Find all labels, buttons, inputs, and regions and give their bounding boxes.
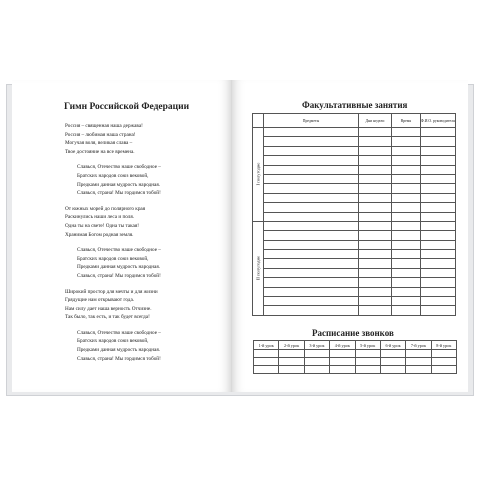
electives-cell[interactable] xyxy=(420,137,455,146)
electives-cell[interactable] xyxy=(392,259,421,268)
lesson-header: 4-й урок xyxy=(330,341,355,350)
anthem-line: Предками данная мудрость народная. xyxy=(77,264,161,271)
anthem-title: Гимн Российской Федерации xyxy=(64,102,190,112)
electives-row xyxy=(253,259,456,268)
bells-title: Расписание звонков xyxy=(312,328,394,338)
bells-header-row xyxy=(254,341,457,350)
electives-cell[interactable] xyxy=(264,250,359,259)
electives-row xyxy=(253,306,456,315)
electives-row xyxy=(253,174,456,183)
electives-cell[interactable] xyxy=(420,174,455,183)
electives-row xyxy=(253,165,456,174)
electives-cell[interactable] xyxy=(264,268,359,277)
semester-label: I полугодие xyxy=(255,163,261,186)
electives-row xyxy=(253,221,456,230)
electives-cell[interactable] xyxy=(420,184,455,193)
bell-time-cell[interactable] xyxy=(355,366,380,374)
electives-cell[interactable] xyxy=(420,221,455,230)
anthem-chorus xyxy=(65,329,225,363)
electives-cell[interactable] xyxy=(420,193,455,202)
electives-cell[interactable] xyxy=(358,231,391,240)
electives-cell[interactable] xyxy=(264,156,359,165)
electives-cell[interactable] xyxy=(392,193,421,202)
electives-row xyxy=(253,212,456,221)
electives-row xyxy=(253,146,456,155)
electives-cell[interactable] xyxy=(392,268,421,277)
subjects-column-header: Предметы xyxy=(264,114,359,128)
electives-cell[interactable] xyxy=(264,297,359,306)
anthem-line: Славься, страна! Мы гордимся тобой! xyxy=(77,190,161,197)
anthem-line: Славься, Отечество наше свободное – xyxy=(77,329,161,336)
electives-row xyxy=(253,193,456,202)
electives-cell[interactable] xyxy=(392,250,421,259)
anthem-line: Раскинулись наши леса и поля. xyxy=(65,214,135,221)
lesson-header: 5-й урок xyxy=(355,341,380,350)
bell-time-cell[interactable] xyxy=(254,366,279,374)
anthem-line: Братских народов союз вековой, xyxy=(77,172,149,179)
bell-time-cell[interactable] xyxy=(279,358,304,366)
electives-cell[interactable] xyxy=(358,306,391,315)
semester-label: II полугодие xyxy=(255,256,261,281)
bell-time-cell[interactable] xyxy=(355,358,380,366)
electives-cell[interactable] xyxy=(420,231,455,240)
teacher-column-header: Ф.И.О. руководителя xyxy=(420,114,455,128)
electives-cell[interactable] xyxy=(420,259,455,268)
anthem-line: Могучая воля, великая слава – xyxy=(65,140,133,147)
anthem-line: Славься, страна! Мы гордимся тобой! xyxy=(77,355,161,362)
anthem-line: Твое достояние на все времена. xyxy=(65,148,135,155)
anthem-line: Славься, страна! Мы гордимся тобой! xyxy=(77,272,161,279)
lesson-header: 2-й урок xyxy=(279,341,304,350)
electives-cell[interactable] xyxy=(420,128,455,137)
electives-cell[interactable] xyxy=(264,306,359,315)
electives-cell[interactable] xyxy=(358,297,391,306)
electives-cell[interactable] xyxy=(420,306,455,315)
semester-cell xyxy=(253,221,264,315)
anthem-line: Так было, так есть, и так будет всегда! xyxy=(65,314,150,321)
lesson-header: 3-й урок xyxy=(304,341,329,350)
electives-cell[interactable] xyxy=(420,146,455,155)
anthem-line: От южных морей до полярного края xyxy=(65,205,146,212)
bells-row xyxy=(254,366,457,374)
anthem-line: Россия – любимая наша страна! xyxy=(65,131,136,138)
bell-time-cell[interactable] xyxy=(380,366,405,374)
bells-row xyxy=(254,358,457,366)
electives-cell[interactable] xyxy=(358,278,391,287)
electives-cell[interactable] xyxy=(264,259,359,268)
electives-table xyxy=(252,113,456,316)
electives-cell[interactable] xyxy=(358,268,391,277)
bell-time-cell[interactable] xyxy=(254,350,279,358)
electives-cell[interactable] xyxy=(358,240,391,249)
electives-cell[interactable] xyxy=(264,231,359,240)
electives-cell[interactable] xyxy=(264,137,359,146)
electives-cell[interactable] xyxy=(358,203,391,212)
anthem-line: Нам силу дает наша верность Отчизне. xyxy=(65,305,152,312)
anthem-line: Предками данная мудрость народная. xyxy=(77,347,161,354)
electives-row xyxy=(253,156,456,165)
bell-time-cell[interactable] xyxy=(330,358,355,366)
electives-cell[interactable] xyxy=(392,203,421,212)
electives-cell[interactable] xyxy=(264,184,359,193)
anthem-verse xyxy=(65,288,225,322)
bells-table xyxy=(253,340,457,374)
electives-cell[interactable] xyxy=(358,259,391,268)
electives-cell[interactable] xyxy=(358,221,391,230)
electives-row xyxy=(253,297,456,306)
electives-cell[interactable] xyxy=(420,287,455,296)
bell-time-cell[interactable] xyxy=(279,366,304,374)
time-column-header: Время xyxy=(392,114,421,128)
electives-cell[interactable] xyxy=(264,146,359,155)
electives-cell[interactable] xyxy=(420,240,455,249)
electives-cell[interactable] xyxy=(420,165,455,174)
electives-cell[interactable] xyxy=(264,287,359,296)
semester-column-header xyxy=(253,114,264,128)
anthem-line: Россия – священная наша держава! xyxy=(65,123,143,129)
bell-time-cell[interactable] xyxy=(304,366,329,374)
lesson-header: 6-й урок xyxy=(380,341,405,350)
electives-cell[interactable] xyxy=(358,156,391,165)
electives-cell[interactable] xyxy=(392,212,421,221)
bell-time-cell[interactable] xyxy=(330,350,355,358)
electives-cell[interactable] xyxy=(264,278,359,287)
electives-cell[interactable] xyxy=(392,278,421,287)
electives-cell[interactable] xyxy=(264,203,359,212)
electives-cell[interactable] xyxy=(264,174,359,183)
bell-time-cell[interactable] xyxy=(330,366,355,374)
electives-row xyxy=(253,184,456,193)
anthem-line: Предками данная мудрость народная. xyxy=(77,181,161,188)
anthem-line: Хранимая Богом родная земля. xyxy=(65,231,134,238)
electives-cell[interactable] xyxy=(392,146,421,155)
anthem-chorus xyxy=(65,246,225,280)
electives-cell[interactable] xyxy=(392,128,421,137)
electives-cell[interactable] xyxy=(420,268,455,277)
bell-time-cell[interactable] xyxy=(406,358,431,366)
bell-time-cell[interactable] xyxy=(254,358,279,366)
anthem-text xyxy=(65,122,225,370)
electives-cell[interactable] xyxy=(358,128,391,137)
electives-cell[interactable] xyxy=(264,128,359,137)
bell-time-cell[interactable] xyxy=(406,350,431,358)
bell-time-cell[interactable] xyxy=(380,350,405,358)
electives-cell[interactable] xyxy=(264,221,359,230)
electives-cell[interactable] xyxy=(358,137,391,146)
electives-cell[interactable] xyxy=(264,193,359,202)
electives-cell[interactable] xyxy=(420,212,455,221)
electives-cell[interactable] xyxy=(358,212,391,221)
electives-cell[interactable] xyxy=(392,221,421,230)
electives-cell[interactable] xyxy=(358,250,391,259)
electives-row xyxy=(253,128,456,137)
electives-cell[interactable] xyxy=(392,137,421,146)
anthem-line: Братских народов союз вековой, xyxy=(77,338,149,345)
anthem-line: Братских народов союз вековой, xyxy=(77,255,149,262)
electives-cell[interactable] xyxy=(392,306,421,315)
electives-cell[interactable] xyxy=(392,174,421,183)
bell-time-cell[interactable] xyxy=(431,358,456,366)
electives-cell[interactable] xyxy=(392,231,421,240)
bells-row xyxy=(254,350,457,358)
bell-time-cell[interactable] xyxy=(304,350,329,358)
anthem-line: Славься, Отечество наше свободное – xyxy=(77,247,161,254)
electives-cell[interactable] xyxy=(420,203,455,212)
electives-cell[interactable] xyxy=(358,165,391,174)
electives-cell[interactable] xyxy=(358,184,391,193)
electives-header-row xyxy=(253,114,456,128)
electives-cell[interactable] xyxy=(358,287,391,296)
electives-row xyxy=(253,287,456,296)
electives-cell[interactable] xyxy=(420,250,455,259)
anthem-line: Славься, Отечество наше свободное – xyxy=(77,164,161,171)
electives-cell[interactable] xyxy=(358,174,391,183)
bell-time-cell[interactable] xyxy=(380,358,405,366)
day-column-header: Дни недели xyxy=(358,114,391,128)
electives-cell[interactable] xyxy=(420,156,455,165)
anthem-verse xyxy=(65,122,225,156)
electives-cell[interactable] xyxy=(392,156,421,165)
semester-cell xyxy=(253,128,264,222)
electives-cell[interactable] xyxy=(392,184,421,193)
anthem-chorus xyxy=(65,163,225,197)
electives-cell[interactable] xyxy=(264,240,359,249)
lesson-header: 1-й урок xyxy=(254,341,279,350)
bell-time-cell[interactable] xyxy=(304,358,329,366)
lesson-header: 8-й урок xyxy=(431,341,456,350)
electives-cell[interactable] xyxy=(264,165,359,174)
electives-cell[interactable] xyxy=(392,240,421,249)
electives-row xyxy=(253,231,456,240)
electives-cell[interactable] xyxy=(358,146,391,155)
electives-row xyxy=(253,240,456,249)
electives-row xyxy=(253,137,456,146)
electives-cell[interactable] xyxy=(392,287,421,296)
electives-row xyxy=(253,268,456,277)
bell-time-cell[interactable] xyxy=(431,350,456,358)
anthem-verse xyxy=(65,205,225,239)
electives-cell[interactable] xyxy=(358,193,391,202)
bell-time-cell[interactable] xyxy=(279,350,304,358)
bell-time-cell[interactable] xyxy=(406,366,431,374)
electives-cell[interactable] xyxy=(264,212,359,221)
electives-row xyxy=(253,250,456,259)
electives-cell[interactable] xyxy=(420,278,455,287)
bell-time-cell[interactable] xyxy=(355,350,380,358)
lesson-header: 7-й урок xyxy=(406,341,431,350)
anthem-line: Одна ты на свете! Одна ты такая! xyxy=(65,222,139,229)
electives-row xyxy=(253,203,456,212)
electives-cell[interactable] xyxy=(420,297,455,306)
electives-title: Факультативные занятия xyxy=(302,100,408,110)
electives-cell[interactable] xyxy=(392,165,421,174)
electives-row xyxy=(253,278,456,287)
electives-cell[interactable] xyxy=(392,297,421,306)
anthem-line: Грядущие нам открывают года. xyxy=(65,297,135,304)
anthem-line: Широкий простор для мечты и для жизни xyxy=(65,288,158,295)
bell-time-cell[interactable] xyxy=(431,366,456,374)
